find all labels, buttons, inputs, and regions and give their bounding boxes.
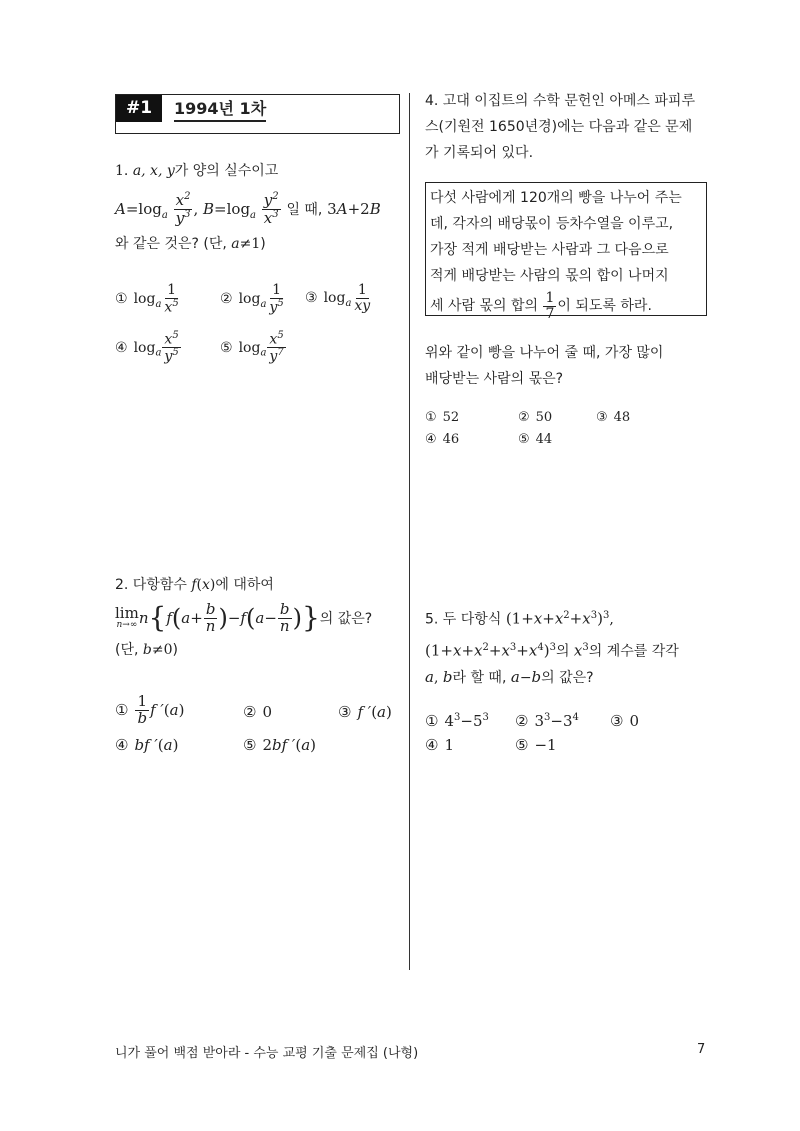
q5-line3-suffix: 의 값은?	[541, 670, 594, 687]
choice-number: ⑤	[220, 339, 233, 356]
question-1	[115, 158, 405, 257]
q2-choice-1[interactable]: ① $\frac{1}{b}$ f ′(a)	[115, 692, 185, 727]
q2-choice-4[interactable]: ④ bf ′(a)	[115, 736, 179, 754]
question-5	[425, 603, 715, 691]
q4-choice-2[interactable]	[518, 410, 552, 425]
choice-number: ④	[425, 432, 437, 447]
q4-choice-5[interactable]	[518, 432, 552, 447]
q2-cond-end: )	[172, 641, 178, 658]
q5-choice-3[interactable]	[610, 712, 639, 730]
choice-number: ③	[338, 703, 352, 721]
choice-value: 1	[444, 736, 454, 754]
choice-number: ①	[425, 712, 439, 730]
q5-choice-4[interactable]	[425, 736, 454, 754]
choice-value: 0	[629, 712, 639, 730]
q1-choice-5[interactable]: ⑤ $\log_a$ $\frac{x^5}{y^7}$	[220, 330, 284, 365]
q2-prefix: 2. 다항함수	[115, 577, 187, 593]
q4-choice-3[interactable]	[596, 410, 630, 425]
choice-value: 48	[613, 410, 631, 425]
choice-number: ④	[115, 339, 128, 356]
column-divider	[409, 93, 410, 970]
choice-number: ⑤	[515, 736, 529, 754]
q4-box-line: 가장 적게 배당받는 사람과 그 다음으로	[430, 242, 669, 258]
q2-limit-suffix: 의 값은?	[319, 611, 373, 628]
choice-value: 50	[535, 410, 553, 425]
q2-choice-5[interactable]: ⑤ 2bf ′(a)	[243, 736, 316, 754]
q4-line: 4. 고대 이집트의 수학 문헌인 아메스 파피루	[425, 93, 695, 109]
q5-line2-suffix: 의 계수를 각각	[588, 643, 679, 660]
q4-box-line: 데, 각자의 배당몫이 등차수열을 이루고,	[430, 216, 674, 232]
q1-line3-end: )	[260, 235, 266, 252]
q5-line3: a, b라 할 때, a−b의 값은?	[425, 668, 594, 687]
choice-number: ②	[220, 291, 233, 308]
q1-choice-3[interactable]: ③ $\log_a$ $\frac{1}{xy}$	[305, 282, 371, 314]
q1-line3-text: 와 같은 것은? (단,	[115, 235, 227, 252]
section-number-badge: #1	[116, 95, 162, 122]
q4-question-line: 배당받는 사람의 몫은?	[425, 371, 564, 387]
q2-suffix: 에 대하여	[215, 577, 274, 593]
choice-number: ④	[425, 736, 439, 754]
choice-number: ①	[425, 410, 437, 425]
q4-choice-4[interactable]	[425, 432, 459, 447]
section-title: 1994년 1차	[174, 98, 266, 122]
q2-line1: 2. 다항함수 f(x)에 대하여	[115, 577, 274, 593]
page-number: 7	[697, 1042, 706, 1057]
question-2	[115, 572, 405, 663]
choice-number: ②	[243, 703, 257, 721]
choice-number: ②	[515, 712, 529, 730]
q5-choice-2[interactable]: ② $3^3-3^4$	[515, 712, 579, 730]
q1-choice-2[interactable]: ② $\log_a$ $\frac{1}{y^5}$	[220, 282, 284, 316]
q5-line2: $(1+x+x^2+x^3+x^4)^3$의 $x^3$의 계수를 각각	[425, 641, 679, 660]
q5-line2-mid: 의	[555, 643, 570, 660]
choice-number: ⑤	[518, 432, 530, 447]
choice-number: ③	[305, 290, 318, 307]
q1-line3: 와 같은 것은? (단, a≠1)	[115, 235, 266, 252]
choice-value: −1	[534, 736, 557, 754]
q2-choice-2[interactable]	[243, 703, 272, 721]
q4-box-line: 다섯 사람에게 120개의 빵을 나누어 주는	[430, 190, 682, 206]
choice-number: ④	[115, 736, 129, 754]
q1-line1: 1. a, x, y가 양의 실수이고	[115, 163, 279, 179]
q1-choice-4[interactable]: ④ $\log_a$ $\frac{x^5}{y^5}$	[115, 330, 179, 365]
choice-number: ③	[610, 712, 624, 730]
q4-choice-1[interactable]	[425, 410, 459, 425]
q4-box-line: 적게 배당받는 사람의 몫의 합이 나머지	[430, 268, 669, 284]
q5-prefix: 5. 두 다항식	[425, 611, 502, 628]
q5-line3-mid: 라 할 때,	[452, 670, 507, 687]
choice-number: ②	[518, 410, 530, 425]
q2-choice-3[interactable]: ③ f ′(a)	[338, 703, 392, 721]
q2-limit-expression: lim n→∞ n { f ( a + $\frac{b}{n}$ ) − f ( a − $\frac{b}{n}$ ) } 의 값은?	[115, 600, 373, 635]
q4-box-last-prefix: 세 사람 몫의 합의	[430, 298, 539, 315]
q4-problem-box	[425, 182, 707, 322]
q1-choice-1[interactable]: ① $\log_a$ $\frac{1}{x^5}$	[115, 282, 179, 316]
q5-choice-5[interactable]	[515, 736, 557, 754]
section-header	[115, 94, 400, 134]
question-4	[425, 88, 715, 166]
q2-choice-2-value: 0	[262, 703, 272, 721]
q4-question	[425, 340, 715, 392]
q1-line2: $A=\log_a$ $\frac{x^2}{y^3}$ , $B=\log_a$ $\frac{y^2}{x^3}$ 일 때, 3A+2B	[115, 191, 381, 227]
q4-box-last-line: 세 사람 몫의 합의 $\frac{1}{7}$ 이 되도록 하라.	[430, 290, 652, 322]
q4-line: 가 기록되어 있다.	[425, 145, 534, 161]
q5-choice-1[interactable]: ① $4^3-5^3$	[425, 712, 489, 730]
q2-cond-text: (단,	[115, 641, 139, 658]
choice-number: ③	[596, 410, 608, 425]
q1-line1-text: 가 양의 실수이고	[174, 163, 279, 179]
q1-line2-text: 일 때,	[286, 201, 323, 218]
q5-line1: 5. 두 다항식 $(1+x+x^2+x^3)^3$,	[425, 609, 614, 628]
q4-box-last-suffix: 이 되도록 하라.	[557, 298, 652, 315]
choice-number: ①	[115, 291, 128, 308]
choice-value: 52	[442, 410, 460, 425]
q2-condition: (단, b≠0)	[115, 641, 178, 658]
choice-value: 46	[442, 432, 460, 447]
footer-title: 니가 풀어 백점 받아라 - 수능 교평 기출 문제집 (나형)	[115, 1046, 419, 1061]
q4-question-line: 위와 같이 빵을 나누어 줄 때, 가장 많이	[425, 345, 664, 361]
choice-number: ⑤	[243, 736, 257, 754]
choice-value: 44	[535, 432, 553, 447]
choice-number: ①	[115, 700, 129, 719]
q4-line: 스(기원전 1650년경)에는 다음과 같은 문제	[425, 119, 693, 135]
